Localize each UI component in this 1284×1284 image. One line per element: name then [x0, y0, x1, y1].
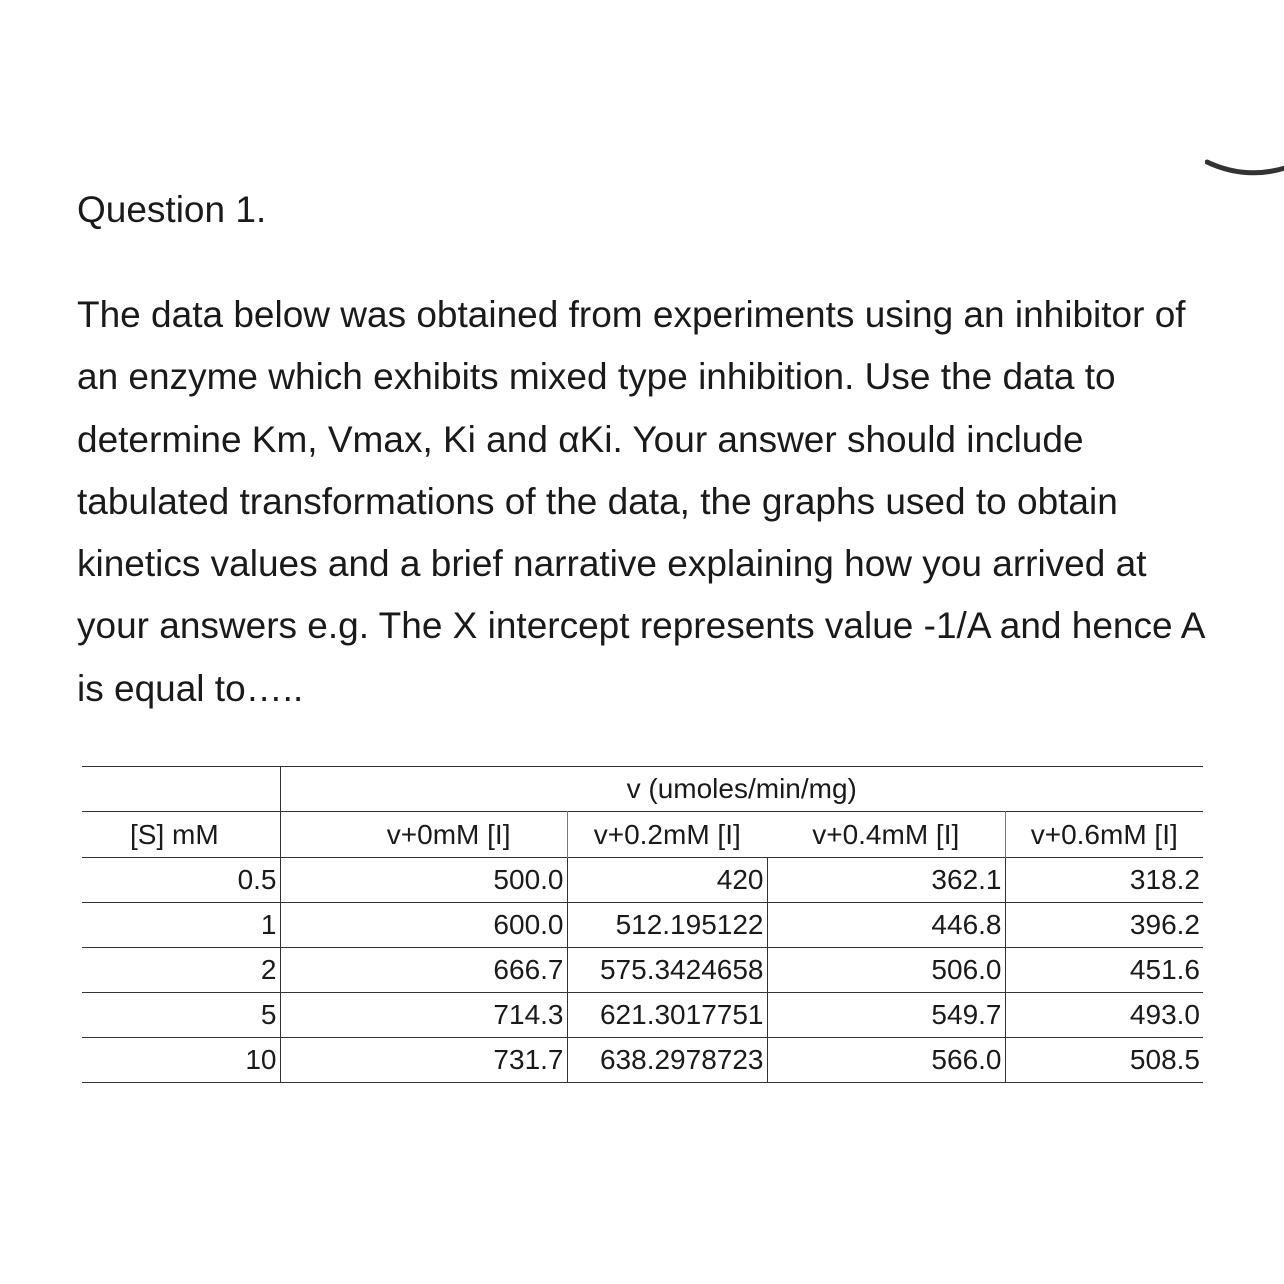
- table-cell: 566.0: [767, 1038, 1005, 1083]
- table-column-header: v+0mM [I]: [280, 812, 567, 858]
- table-cell: 600.0: [280, 903, 567, 948]
- table-cell: 575.3424658: [567, 948, 767, 993]
- table-cell: 731.7: [280, 1038, 567, 1083]
- table-cell: 508.5: [1005, 1038, 1203, 1083]
- table-cell: 512.195122: [567, 903, 767, 948]
- table-row: [82, 1038, 1203, 1083]
- table-row: [82, 993, 1203, 1038]
- table-cell-s: 0.5: [237, 864, 277, 895]
- table-cell-s: 10: [245, 1044, 277, 1075]
- table-cell-s: 5: [260, 999, 277, 1030]
- table-column-header: v+0.6mM [I]: [1005, 812, 1203, 858]
- table-units-row: [82, 767, 1203, 812]
- table-cell-s: 1: [260, 909, 277, 940]
- table-row: [82, 948, 1203, 993]
- table-header-empty: [82, 767, 280, 812]
- table-cell: 396.2: [1005, 903, 1203, 948]
- table-row: [82, 903, 1203, 948]
- table-cell: 666.7: [280, 948, 567, 993]
- table-cell: 420: [567, 858, 767, 903]
- table-column-header: v+0.4mM [I]: [812, 818, 960, 850]
- table-cell: 451.6: [1005, 948, 1203, 993]
- table-cell: 362.1: [767, 858, 1005, 903]
- table-cell: 506.0: [767, 948, 1005, 993]
- table-row: [82, 858, 1203, 903]
- table-cell: 638.2978723: [567, 1038, 767, 1083]
- table-cell-s: 2: [260, 954, 277, 985]
- page-corner-curl: [1205, 110, 1284, 180]
- question-body: The data below was obtained from experiments using an inhibitor of an enzyme which exhibits mixed type inhibition. Use the data to determine Km, Vmax, Ki and αKi. Your answer should include tabulated transformations of the data, the graphs used to obtain kinetics values and a brief narrative explaining how you arrived at your answers e.g. The X intercept represents value -1/A and hence A is equal to…..: [77, 294, 1204, 709]
- table-cell: 549.7: [767, 993, 1005, 1038]
- kinetics-data-table: [82, 766, 1203, 1083]
- table-units-header: v (umoles/min/mg): [280, 767, 1203, 812]
- table-cell: 446.8: [767, 903, 1005, 948]
- table-cell: 318.2: [1005, 858, 1203, 903]
- table-column-header: [S] mM: [130, 818, 219, 850]
- table-cell: 621.3017751: [567, 993, 767, 1038]
- table-cell: 493.0: [1005, 993, 1203, 1038]
- table-column-header: v+0.2mM [I]: [567, 812, 767, 858]
- table-header-row: [82, 812, 1203, 858]
- table-cell: 714.3: [280, 993, 567, 1038]
- question-title: Question 1.: [77, 189, 267, 230]
- table-cell: 500.0: [280, 858, 567, 903]
